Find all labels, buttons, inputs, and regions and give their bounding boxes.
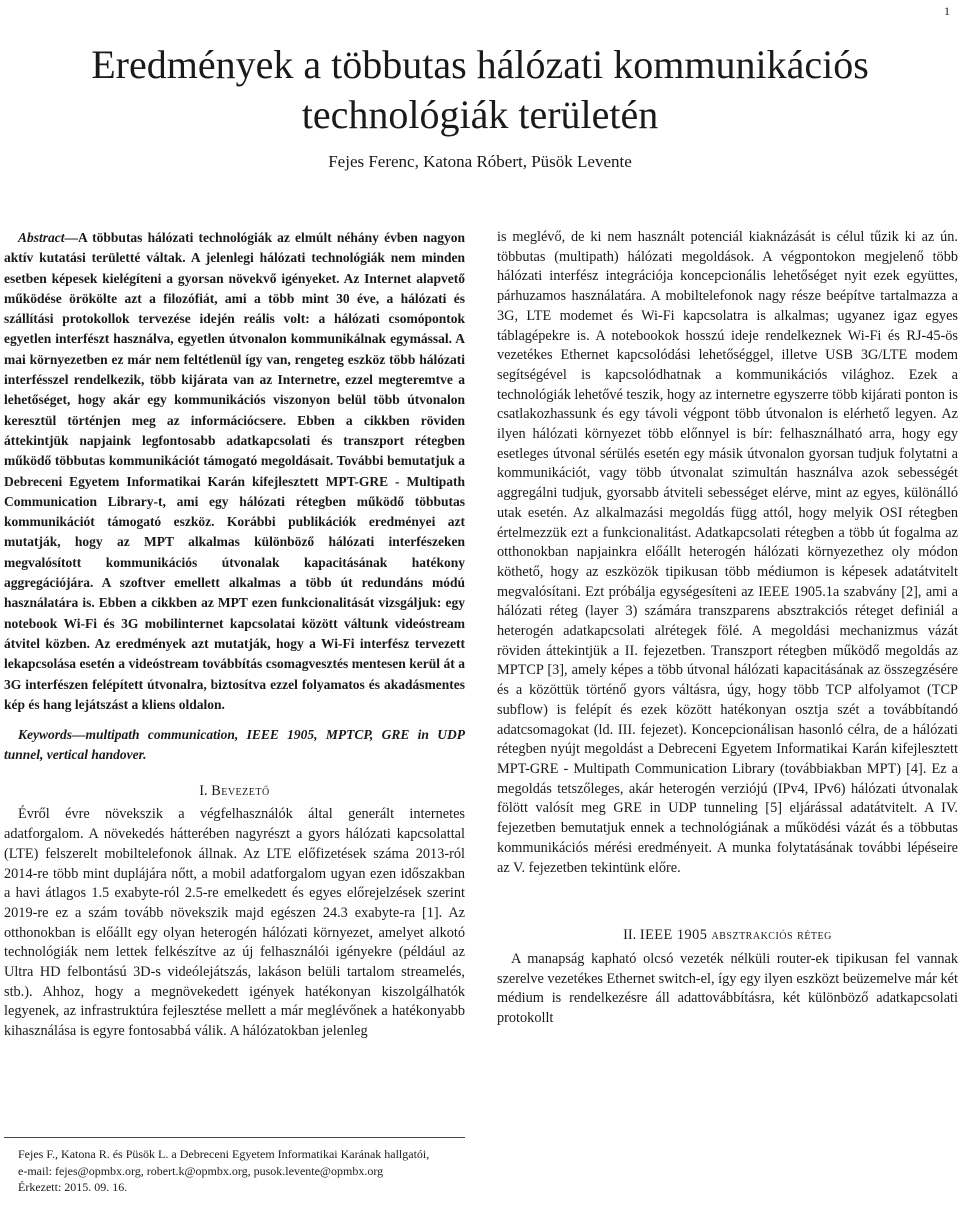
- abstract-dash: —: [64, 230, 79, 245]
- abstract-text: A többutas hálózati technológiák az elmúlt néhány évben nagyon aktív kutatási területté váltak. A jelenlegi hálózati technológiák nem minden esetben képesek kielégíteni a gyorsan növekvő igényeket. Az Internet alapvető működése örökölte azt a filozófiát, ami a több mint 30 éve, a hálózati és szállítási protokollok tervezése idején reális volt: a hálózati csomópontok egyetlen interfészt használva, egyetlen útvonalon kommunikálnak egymással. A mai környezetben ez már nem feltétlenül így van, rengeteg eszköz több hálózati interfésszel rendelkezik, több kijárata van az Internetre, ezzel megteremtve a lehetőséget, hogy akár egy kommunikációs viszonyon belül több útvonalon keresztül történjen meg az információcsere. Ebben a cikkben röviden áttekintjük napjaink legfontosabb adatkapcsolati és transzport rétegben működő többutas kommunikációt támogató megoldásait. További bemutatjuk a Debreceni Egyetem Informatikai Karán kifejlesztett MPT-GRE - Multipath Communication Library-t, ami egy hálózati rétegben működő többutas kommunikációt támogató eszköz. Korábbi publikációk eredményei azt mutatják, hogy az MPT alkalmas különböző hálózati interfészeken megvalósított kommunikációs útvonalak kapacitásának hatékony aggregációjára. A szoftver emellett alkalmas a több út redundáns módú használatára is. Ebben a cikkben az MPT ezen funkcionalitását vizsgáljuk: egy notebook Wi-Fi és 3G mobilinternet kapcsolatai között váltunk videóstream átvitel közben. Az eredmények azt mutatják, hogy a Wi-Fi interfész tervezett lekapcsolása esetén a videóstream továbbítás csomagvesztés mentesen kerül át a 3G interfészen felépített útvonalra, biztosítva ezzel folyamatos és akadásmentes kép és hang lejátszást a kliens oldalon.: [4, 230, 465, 712]
- footnotes: [4, 1137, 465, 1196]
- footnote-affiliation: Fejes F., Katona R. és Püsök L. a Debreceni Egyetem Informatikai Karának hallgatói,: [18, 1147, 430, 1161]
- abstract: [4, 228, 465, 715]
- section-1-number: I.: [199, 782, 208, 799]
- section-2-heading: [497, 926, 958, 946]
- section-1-body-right: is meglévő, de ki nem használt potenciál kiaknázását is célul tűzik ki az ún. többutas (multipath) hálózati megoldások. A végpontokon megjelenő több hálózati interfész integrációja koncepcionális lehetőséget nyit ezek együttes, párhuzamos használatára. A mobiltelefonok nagy része beépítve tartalmazza a 3G, LTE modemet és Wi-Fi kapcsolatra is alkalmas; ugyanez igaz egyes táblagépekre is. A notebookok hosszú ideje rendelkeznek Wi-Fi és RJ-45-ös vezetékes Ethernet kapcsolódási lehetőséggel, illetve USB 3G/LTE modem segítségével is kapcsolódhatnak a kommunikációs világhoz. Ezek a technológiák lehetővé teszik, hogy az internetre egyszerre több kijárati ponton is csatlakozhassunk és egy távoli végpont több útvonalon is elérhető legyen. Az ilyen hálózati környezet több előnnyel is bír: felhasználható arra, hogy egy esetleges útvonal sérülés esetén egy másik útvonalon gyorsan tudjuk folytatni a kommunikációt, vagy több útvonalat szimultán használva azok sebességét aggregálni tudjuk, gyorsabb átviteli sebességet elérve, mint az egyes, különálló utak esetén. Az alkalmazási megoldás függ attól, hogy melyik OSI rétegben értelmezzük ezt a funkcionalitást. Adatkapcsolati rétegben a több út fogalma az otthonokban napjainkra előállt heterogén hálózati környezethez oly módon köthető, hogy az eszközök tipikusan több médiumon is képesek adatátvitelt megvalósítani. Ezt próbálja egységesíteni az IEEE 1905.1a szabvány [2], ami a hálózati réteg (layer 3) számára transzparens absztrakciós réteget definiál a heterogén adatkapcsolati alrétegek fölé. A megoldási mechanizmus vázát röviden áttekintjük a II. fejezetben. Transzport rétegben működő megoldás az MPTCP [3], amely képes a több útvonal hálózati kapacitásának az összegzésére és a közöttük történő gyors váltásra, úgy, hogy több TCP alfolyamot (TCP subflow) is felépít és ezek között hatékonyan osztja szét a továbbítandó adatcsomagokat (ld. III. fejezet). Koncepcionálisan hasonló célra, de a hálózati rétegben nyújt megoldást a Debreceni Egyetem Informatikai Karán kifejlesztett MPT-GRE - Multipath Communication Library (továbbiakban MPT) [4]. Ez a megoldás tetszőleges, akár heterogén verziójú (IPv4, IPv6) hálózati útvonalak fölött valósít meg GRE in UDP tunneling [5] eljárással adatátvitelt. A IV. fejezetben bemutatjuk ennek a technológiának a működési vázát és a többutas kommunikációs mérési eredményeit. A munka folytatásának további lépéseire az V. fejezetben tekintünk előre.: [497, 229, 958, 876]
- title-line-2: technológiák területén: [301, 92, 659, 137]
- authors: Fejes Ferenc, Katona Róbert, Püsök Levente: [328, 152, 632, 171]
- section-2-title: IEEE 1905 absztrakciós réteg: [639, 927, 832, 944]
- page-number: 1: [944, 4, 950, 18]
- title-line-1: Eredmények a többutas hálózati kommunikációs: [91, 42, 869, 87]
- footnote-received: Érkezett: 2015. 09. 16.: [18, 1180, 128, 1194]
- section-2-body: A manapság kapható olcsó vezeték nélküli router-ek tipikusan fel vannak szerelve vezetékes Ethernet switch-el, így egy ilyen eszközt beüzemelve már két médium is rendelkezésre áll adattovábbításra, két különböző adatkapcsolati protokollt: [497, 950, 958, 1027]
- right-column: [497, 228, 958, 1029]
- section-1-heading: [4, 782, 465, 802]
- section-2-number: II.: [623, 927, 637, 944]
- left-column: [4, 228, 465, 1042]
- abstract-label: Abstract: [18, 230, 65, 245]
- keywords: Keywords—multipath communication, IEEE 1905, MPTCP, GRE in UDP tunnel, vertical handover.: [4, 727, 465, 763]
- section-1-body-left: Évről évre növekszik a végfelhasználók által generált internetes adatforgalom. A növekedés hátterében nagyrészt a gyors hálózati kapcsolattal (LTE) felszerelt mobiltelefonok állnak. Az LTE előfizetések száma 2013-ról 2014-re több mint duplájára nőtt, a mobil adatforgalom ugyan ezen időszakban a havi átlagos 1.5 exabyte-ról 2.5-re emelkedett és egyes előrejelzések szerint 2019-re ez a szám tovább növekszik majd egészen 24.3 exabyte-ra [1]. Az otthonokban is előállt egy olyan heterogén hálózati környezet, amelyet alkotó technológiák nem lettek felkészítve az új felhasználói igényekre (például az Ultra HD felbontású 3D-s videólejátszás, lakáson belüli tartalom streamelés, stb.). Ahhoz, hogy a megnövekedett igények hatékonyan kiszolgálhatók legyenek, az infrastruktúra fejlesztése mellett a már meglévőnek a hatékonyabb kihasználása is egyre fontosabbá válik. A hálózatokban jelenleg: [4, 806, 465, 1040]
- paper-title: [0, 40, 960, 140]
- section-1-title: Bevezető: [211, 782, 270, 799]
- footnote-email: e-mail: fejes@opmbx.org, robert.k@opmbx.org, pusok.levente@opmbx.org: [18, 1163, 384, 1178]
